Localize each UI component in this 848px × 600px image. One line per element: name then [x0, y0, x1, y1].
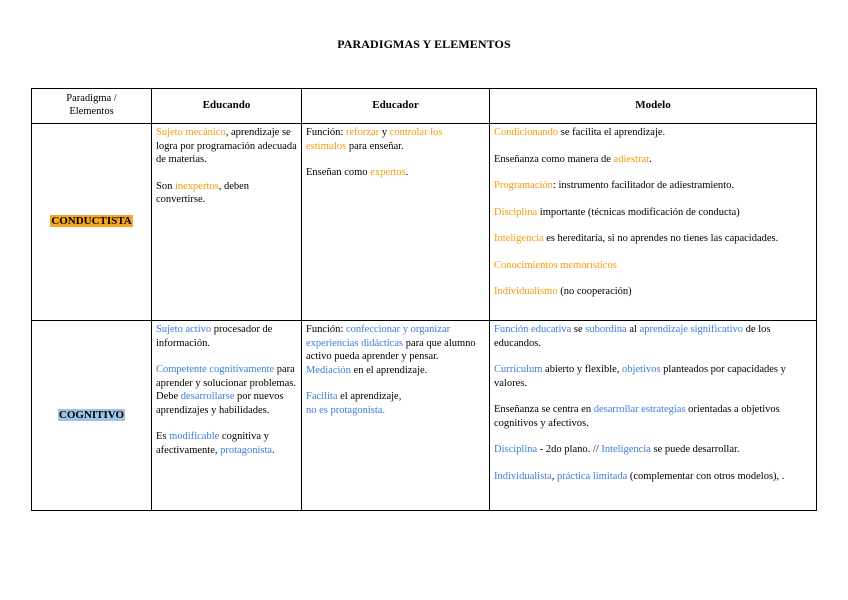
conductista-modelo-m4: Disciplina importante (técnicas modificación de conducta): [494, 206, 740, 218]
cognitivo-educador-p2: Facilita el aprendizaje, no es protagonista.: [306, 391, 402, 416]
header-paradigm-line1: Paradigma /: [66, 93, 117, 104]
conductista-educando-p2: Son inexpertos, deben convertirse.: [156, 180, 250, 205]
cognitivo-modelo: [490, 321, 817, 511]
header-educador: Educador: [302, 89, 490, 124]
conductista-educador-p1: Función: reforzar y controlar los estímulos para enseñar.: [306, 127, 443, 152]
cognitivo-modelo-m3: Enseñanza se centra en desarrollar estrategias orientadas a objetivos cognitivos y afectivos.: [494, 404, 780, 429]
cognitivo-label: COGNITIVO: [58, 408, 125, 421]
cognitivo-modelo-m4: Disciplina - 2do plano. // Inteligencia se puede desarrollar.: [494, 444, 740, 455]
header-modelo: Modelo: [490, 89, 817, 124]
conductista-educador: [302, 124, 490, 321]
conductista-modelo: [490, 124, 817, 321]
conductista-label: CONDUCTISTA: [51, 215, 132, 228]
cognitivo-educador: [302, 321, 490, 511]
header-paradigm-line2: Elementos: [69, 105, 114, 117]
header-educando: Educando: [152, 89, 302, 124]
conductista-educando: [152, 124, 302, 321]
cognitivo-educando-p2: Competente cognitivamente para aprender y solucionar problemas. Debe desarrollarse por nuevos aprendizajes y habilidades.: [156, 364, 296, 416]
cognitivo-educador-p1: Función: confeccionar y organizar experiencias didácticas para que alumno activo pueda aprender y pensar. Mediación en el aprendizaje.: [306, 324, 476, 376]
paradigms-table: [31, 88, 817, 511]
row-cognitivo: [32, 321, 817, 511]
conductista-educando-p1: Sujeto mecánico, aprendizaje se logra por programación adecuada de materias.: [156, 127, 297, 165]
conductista-educador-p2: Enseñan como expertos.: [306, 167, 409, 178]
cognitivo-modelo-m5: Individualista, práctica limitada (complementar con otros modelos), .: [494, 470, 785, 482]
conductista-modelo-m5: Inteligencia es hereditaria, si no aprendes no tienes las capacidades.: [494, 233, 779, 244]
conductista-modelo-m2: Enseñanza como manera de adiestrar.: [494, 153, 652, 165]
conductista-modelo-m7: Individualismo (no cooperación): [494, 286, 632, 297]
label-conductista: [32, 124, 152, 321]
page-title: PARADIGMAS Y ELEMENTOS: [337, 37, 511, 51]
header-row: [32, 89, 817, 124]
conductista-modelo-m6: Conocimientos memorísticos: [494, 259, 617, 271]
label-cognitivo: [32, 321, 152, 511]
cognitivo-educando: [152, 321, 302, 511]
cognitivo-educando-p1: Sujeto activo procesador de información.: [156, 324, 273, 349]
conductista-modelo-m3: Programación: instrumento facilitador de adiestramiento.: [494, 180, 734, 191]
cognitivo-modelo-m1: Función educativa se subordina al aprendizaje significativo de los educandos.: [494, 324, 771, 349]
header-paradigm: [32, 89, 152, 124]
conductista-modelo-m1: Condicionando se facilita el aprendizaje.: [494, 127, 666, 138]
cognitivo-modelo-m2: Currículum abierto y flexible, objetivos planteados por capacidades y valores.: [494, 364, 786, 389]
cognitivo-educando-p3: Es modificable cognitiva y afectivamente, protagonista.: [156, 431, 275, 456]
row-conductista: [32, 124, 817, 321]
